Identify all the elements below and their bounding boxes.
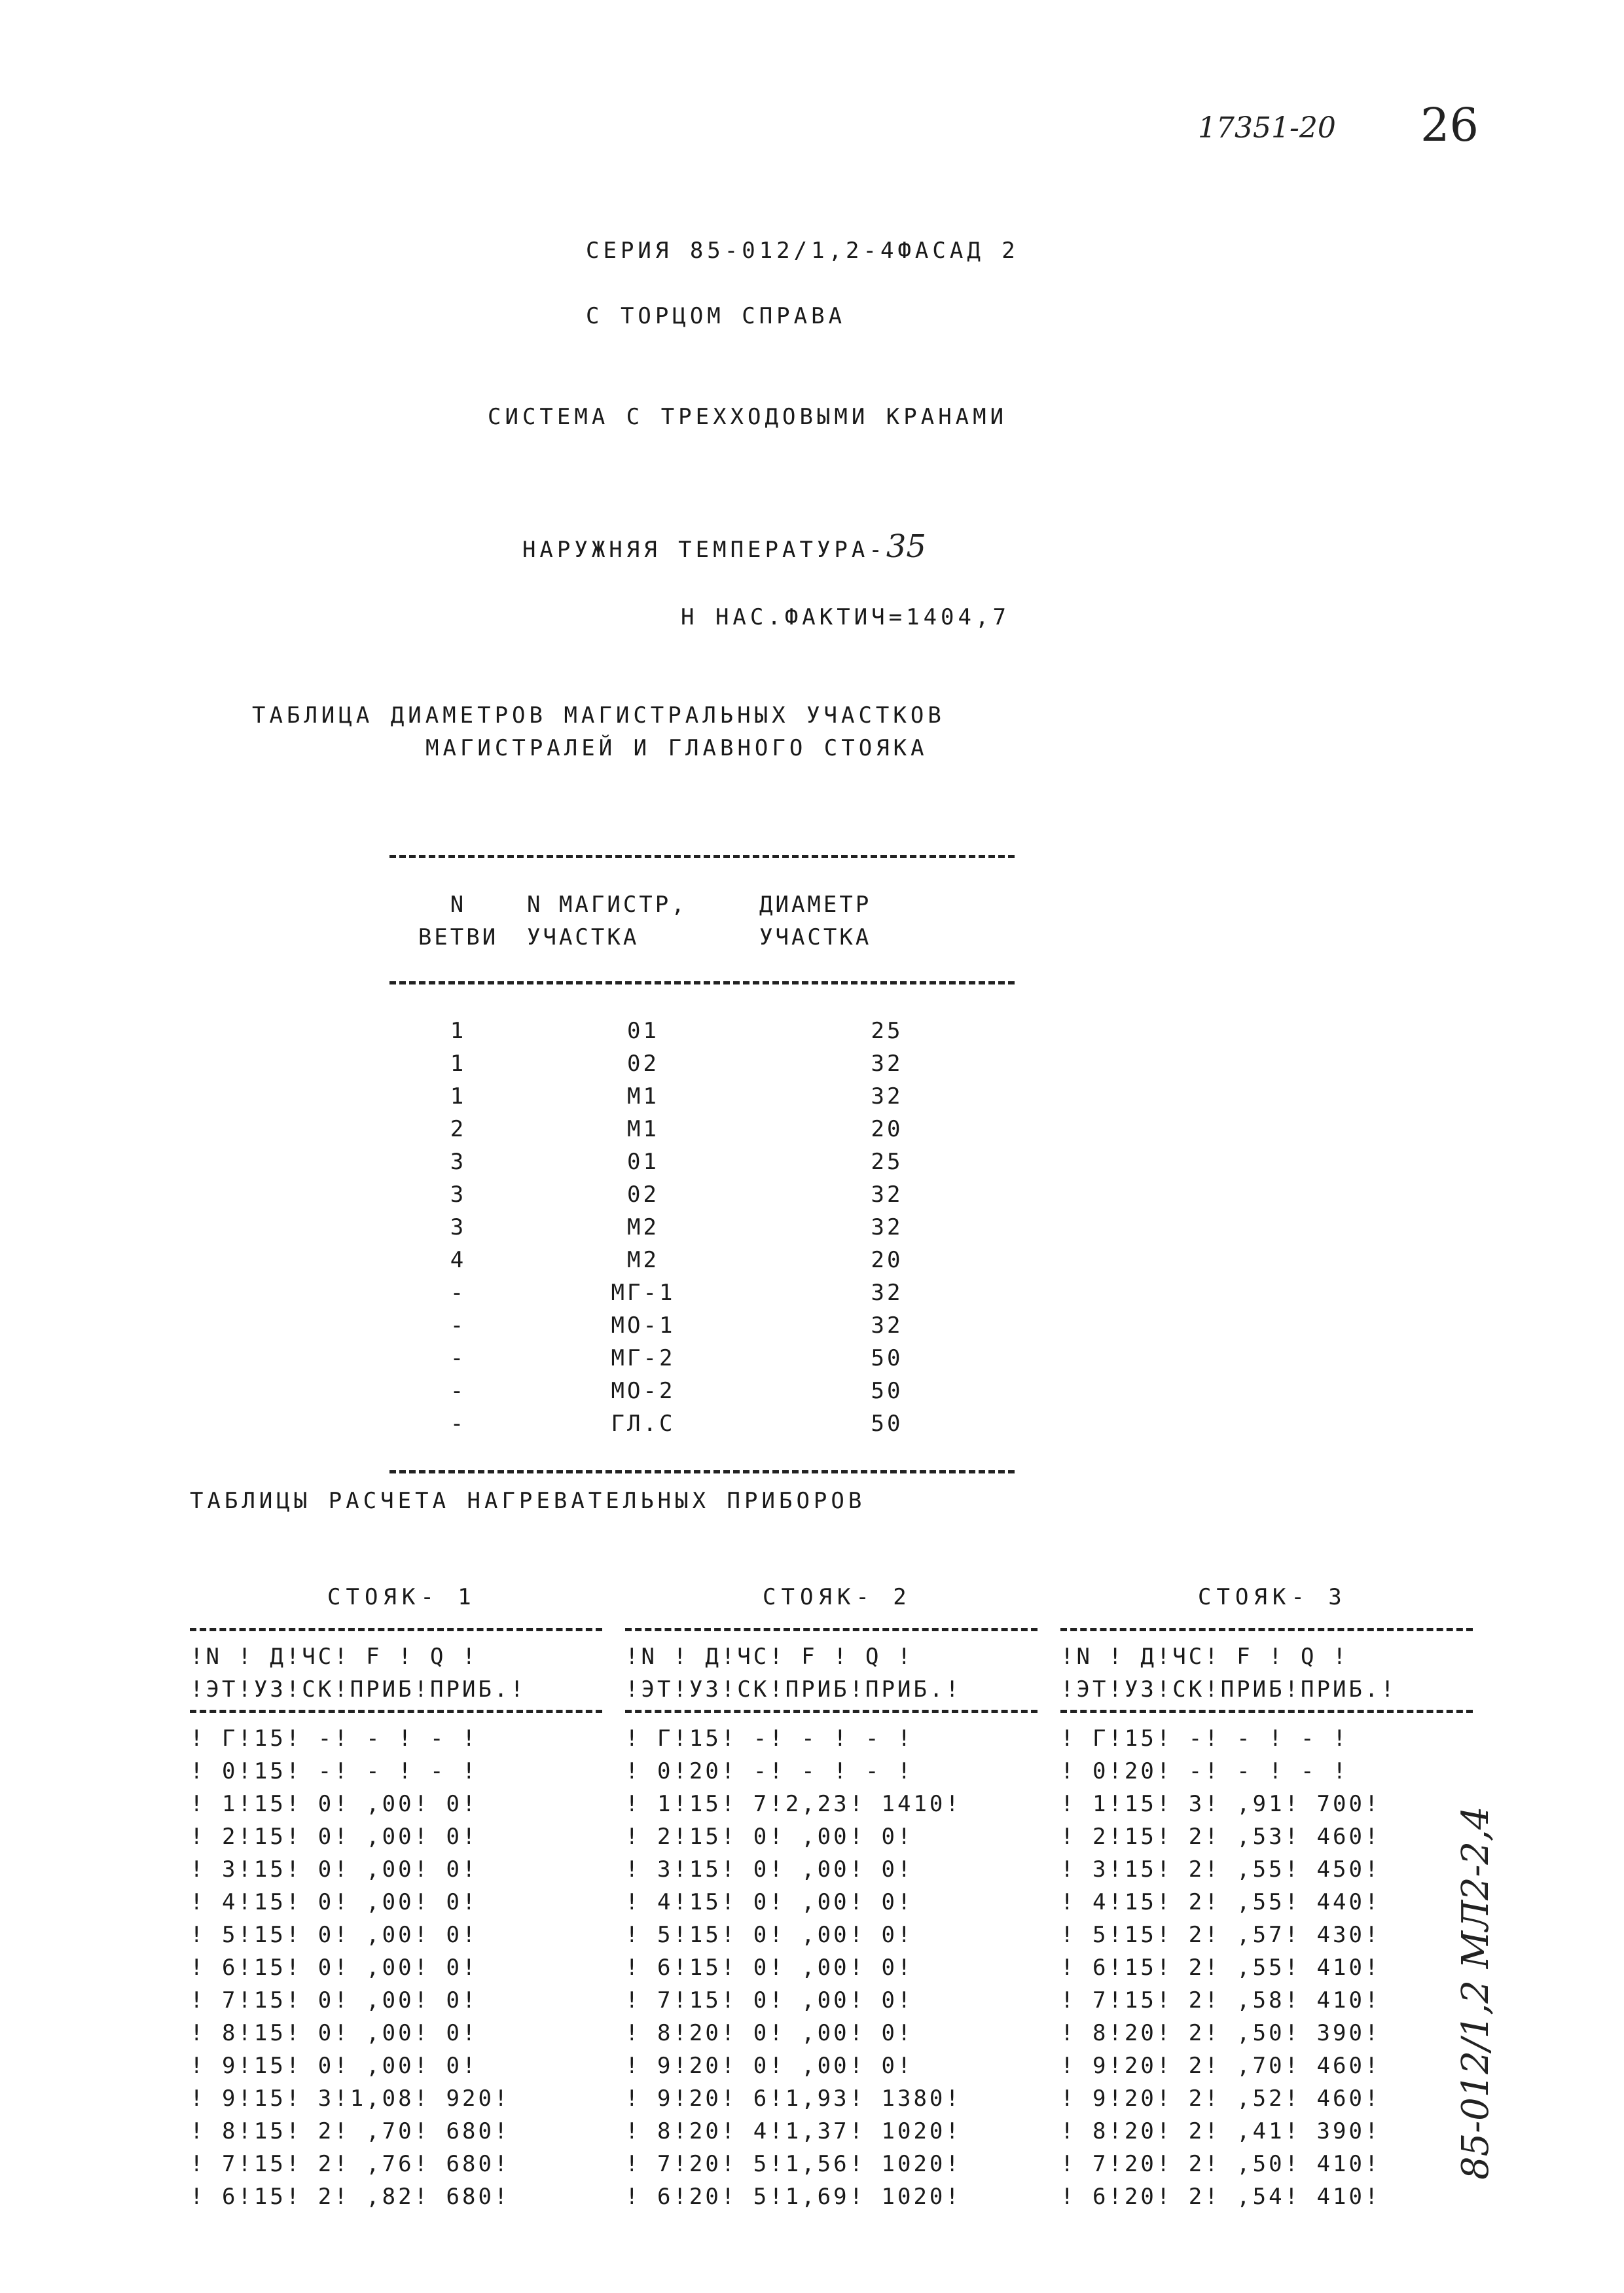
rack-row: ! 8!15! 0! ,00! 0!	[190, 2020, 478, 2046]
rack-row: ! 7!20! 2! ,50! 410!	[1060, 2151, 1381, 2177]
rack-row: ! 0!15! -! - ! - !	[190, 1758, 478, 1784]
diameter-table-header-cell: УЧАСТКА	[527, 924, 640, 950]
table-rule-bottom	[389, 1470, 1015, 1473]
branch-number-cell: 1	[450, 1018, 467, 1044]
rack-row: ! 8!20! 4!1,37! 1020!	[625, 2118, 962, 2144]
rack-name: СТОЯК- 1	[327, 1584, 477, 1610]
diameter-table-body	[389, 1015, 1015, 1440]
branch-number-cell: 3	[450, 1182, 467, 1208]
diameter-table-header-row	[389, 921, 1015, 954]
branch-number-cell: 4	[450, 1247, 467, 1273]
calc-tables-title: ТАБЛИЦЫ РАСЧЕТА НАГРЕВАТЕЛЬНЫХ ПРИБОРОВ	[190, 1488, 866, 1514]
diameter-cell: 32	[871, 1312, 903, 1339]
branch-number-cell: 1	[450, 1083, 467, 1110]
rack-table-2	[625, 1581, 1038, 2213]
diameter-table-row	[389, 1080, 1015, 1113]
rack-row: ! 8!20! 2! ,41! 390!	[1060, 2118, 1381, 2144]
diameter-table-header-cell: N МАГИСТР,	[527, 892, 687, 918]
section-id-cell: М1	[627, 1116, 659, 1142]
diameter-table-grid	[389, 888, 1015, 954]
branch-number-cell: -	[450, 1411, 467, 1437]
rack-rule-mid	[1060, 1710, 1473, 1713]
rack-row: ! 0!20! -! - ! - !	[1060, 1758, 1349, 1784]
section-id-cell: М1	[627, 1083, 659, 1110]
page-number: 26	[1420, 98, 1479, 152]
rack-rule-top	[625, 1628, 1038, 1631]
rack-header-row: !N ! Д!ЧС! F ! Q !	[190, 1644, 478, 1670]
rack-row: ! 5!15! 0! ,00! 0!	[625, 1922, 914, 1948]
rack-rule-top	[1060, 1628, 1473, 1631]
document-number: 17351-20	[1198, 111, 1336, 145]
rack-name: СТОЯК- 2	[763, 1584, 912, 1610]
diameter-table-row	[389, 1276, 1015, 1309]
branch-number-cell: 1	[450, 1051, 467, 1077]
rack-header-row: !ЭТ!УЗ!СК!ПРИБ!ПРИБ.!	[1060, 1676, 1397, 1703]
branch-number-cell: 3	[450, 1214, 467, 1240]
rack-row: ! 8!15! 2! ,70! 680!	[190, 2118, 511, 2144]
diameter-table-row	[389, 1015, 1015, 1047]
branch-number-cell: -	[450, 1378, 467, 1404]
diameter-table-subtitle: МАГИСТРАЛЕЙ И ГЛАВНОГО СТОЯКА	[425, 735, 928, 761]
rack-row: ! 4!15! 0! ,00! 0!	[190, 1889, 478, 1915]
temperature-label: НАРУЖНЯЯ ТЕМПЕРАТУРА-	[522, 537, 886, 563]
rack-row: ! 6!15! 2! ,82! 680!	[190, 2184, 511, 2210]
diameter-table-header-cell: N	[450, 892, 467, 918]
rack-row: ! Г!15! -! - ! - !	[625, 1725, 914, 1752]
rack-row: ! 7!15! 2! ,76! 680!	[190, 2151, 511, 2177]
diameter-table-row	[389, 1244, 1015, 1276]
rack-row: ! 9!20! 0! ,00! 0!	[625, 2053, 914, 2079]
diameter-cell: 50	[871, 1378, 903, 1404]
diameter-table-header-cell: УЧАСТКА	[759, 924, 872, 950]
temperature-value: 35	[886, 528, 926, 565]
diameter-cell: 32	[871, 1280, 903, 1306]
branch-number-cell: 3	[450, 1149, 467, 1175]
diameter-cell: 25	[871, 1149, 903, 1175]
branch-number-cell: -	[450, 1345, 467, 1371]
rack-row: ! 3!15! 2! ,55! 450!	[1060, 1856, 1381, 1883]
series-line: СЕРИЯ 85-012/1,2-4ФАСАД 2	[586, 238, 1019, 264]
section-id-cell: МО-1	[611, 1312, 676, 1339]
diameter-table-row	[389, 1407, 1015, 1440]
rack-row: ! Г!15! -! - ! - !	[1060, 1725, 1349, 1752]
rack-row: ! 9!20! 2! ,52! 460!	[1060, 2085, 1381, 2112]
rack-name: СТОЯК- 3	[1198, 1584, 1347, 1610]
diameter-cell: 32	[871, 1083, 903, 1110]
diameter-table-header-row	[389, 888, 1015, 921]
rack-row: ! 7!20! 5!1,56! 1020!	[625, 2151, 962, 2177]
rack-row: ! 7!15! 0! ,00! 0!	[190, 1987, 478, 2013]
section-id-cell: МГ-1	[611, 1280, 676, 1306]
diameter-table-title: ТАБЛИЦА ДИАМЕТРОВ МАГИСТРАЛЬНЫХ УЧАСТКОВ	[252, 702, 945, 729]
rack-row: ! 5!15! 2! ,57! 430!	[1060, 1922, 1381, 1948]
diameter-cell: 20	[871, 1116, 903, 1142]
rack-rule-mid	[190, 1710, 602, 1713]
diameter-cell: 32	[871, 1214, 903, 1240]
diameter-cell: 25	[871, 1018, 903, 1044]
rack-row: ! 9!15! 0! ,00! 0!	[190, 2053, 478, 2079]
diameter-table-row	[389, 1309, 1015, 1342]
rack-row: ! 2!15! 2! ,53! 460!	[1060, 1824, 1381, 1850]
rack-row: ! 1!15! 0! ,00! 0!	[190, 1791, 478, 1817]
rack-row: ! 3!15! 0! ,00! 0!	[625, 1856, 914, 1883]
pressure-line: Н НАС.ФАКТИЧ=1404,7	[681, 604, 1010, 630]
section-id-cell: М2	[627, 1247, 659, 1273]
rack-header-row: !N ! Д!ЧС! F ! Q !	[1060, 1644, 1349, 1670]
section-id-cell: 02	[627, 1182, 659, 1208]
rack-row: ! 6!15! 2! ,55! 410!	[1060, 1955, 1381, 1981]
rack-table-3	[1060, 1581, 1473, 2213]
diameter-table-row	[389, 1211, 1015, 1244]
table-rule-top	[389, 855, 1015, 858]
rack-header-row: !ЭТ!УЗ!СК!ПРИБ!ПРИБ.!	[190, 1676, 526, 1703]
diameter-table-header-cell: ВЕТВИ	[418, 924, 499, 950]
rack-row: ! 4!15! 0! ,00! 0!	[625, 1889, 914, 1915]
section-id-cell: 01	[627, 1149, 659, 1175]
rack-row: ! 8!20! 0! ,00! 0!	[625, 2020, 914, 2046]
diameter-cell: 50	[871, 1345, 903, 1371]
rack-header-row: !N ! Д!ЧС! F ! Q !	[625, 1644, 914, 1670]
rack-row: ! 9!20! 6!1,93! 1380!	[625, 2085, 962, 2112]
rack-row: ! 0!20! -! - ! - !	[625, 1758, 914, 1784]
diameter-cell: 50	[871, 1411, 903, 1437]
rack-row: ! 2!15! 0! ,00! 0!	[625, 1824, 914, 1850]
orientation-line: С ТОРЦОМ СПРАВА	[586, 303, 846, 329]
rack-rule-mid	[625, 1710, 1038, 1713]
diameter-table-row	[389, 1375, 1015, 1407]
rack-row: ! 6!15! 0! ,00! 0!	[625, 1955, 914, 1981]
branch-number-cell: 2	[450, 1116, 467, 1142]
diameter-table-row	[389, 1146, 1015, 1178]
branch-number-cell: -	[450, 1312, 467, 1339]
rack-row: ! 6!20! 5!1,69! 1020!	[625, 2184, 962, 2210]
section-id-cell: МГ-2	[611, 1345, 676, 1371]
rack-row: ! 2!15! 0! ,00! 0!	[190, 1824, 478, 1850]
rack-row: ! 5!15! 0! ,00! 0!	[190, 1922, 478, 1948]
diameter-cell: 32	[871, 1051, 903, 1077]
diameter-cell: 32	[871, 1182, 903, 1208]
section-id-cell: 02	[627, 1051, 659, 1077]
diameter-table-row	[389, 1342, 1015, 1375]
rack-row: ! 9!15! 3!1,08! 920!	[190, 2085, 511, 2112]
diameter-table-row	[389, 1178, 1015, 1211]
section-id-cell: ГЛ.С	[611, 1411, 676, 1437]
rack-row: ! 1!15! 3! ,91! 700!	[1060, 1791, 1381, 1817]
rack-row: ! 8!20! 2! ,50! 390!	[1060, 2020, 1381, 2046]
rack-header-row: !ЭТ!УЗ!СК!ПРИБ!ПРИБ.!	[625, 1676, 962, 1703]
rack-row: ! 3!15! 0! ,00! 0!	[190, 1856, 478, 1883]
rack-row: ! 7!15! 0! ,00! 0!	[625, 1987, 914, 2013]
rack-row: ! 6!20! 2! ,54! 410!	[1060, 2184, 1381, 2210]
rack-rule-top	[190, 1628, 602, 1631]
rack-row: ! 7!15! 2! ,58! 410!	[1060, 1987, 1381, 2013]
rack-row: ! 6!15! 0! ,00! 0!	[190, 1955, 478, 1981]
rack-row: ! Г!15! -! - ! - !	[190, 1725, 478, 1752]
rack-row: ! 4!15! 2! ,55! 440!	[1060, 1889, 1381, 1915]
rack-row: ! 9!20! 2! ,70! 460!	[1060, 2053, 1381, 2079]
section-id-cell: МО-2	[611, 1378, 676, 1404]
section-id-cell: М2	[627, 1214, 659, 1240]
diameter-table-row	[389, 1047, 1015, 1080]
diameter-table-row	[389, 1113, 1015, 1146]
rack-table-1	[190, 1581, 602, 2213]
diameter-table	[389, 830, 1015, 1486]
branch-number-cell: -	[450, 1280, 467, 1306]
system-line: СИСТЕМА С ТРЕХХОДОВЫМИ КРАНАМИ	[488, 404, 1008, 430]
side-annotation: 85-012/1,2 МЛ2-2,4	[1454, 1806, 1497, 2180]
diameter-cell: 20	[871, 1247, 903, 1273]
table-rule-mid	[389, 981, 1015, 984]
rack-row: ! 1!15! 7!2,23! 1410!	[625, 1791, 962, 1817]
outdoor-temperature-line	[488, 497, 926, 566]
diameter-table-header-cell: ДИАМЕТР	[759, 892, 872, 918]
section-id-cell: 01	[627, 1018, 659, 1044]
